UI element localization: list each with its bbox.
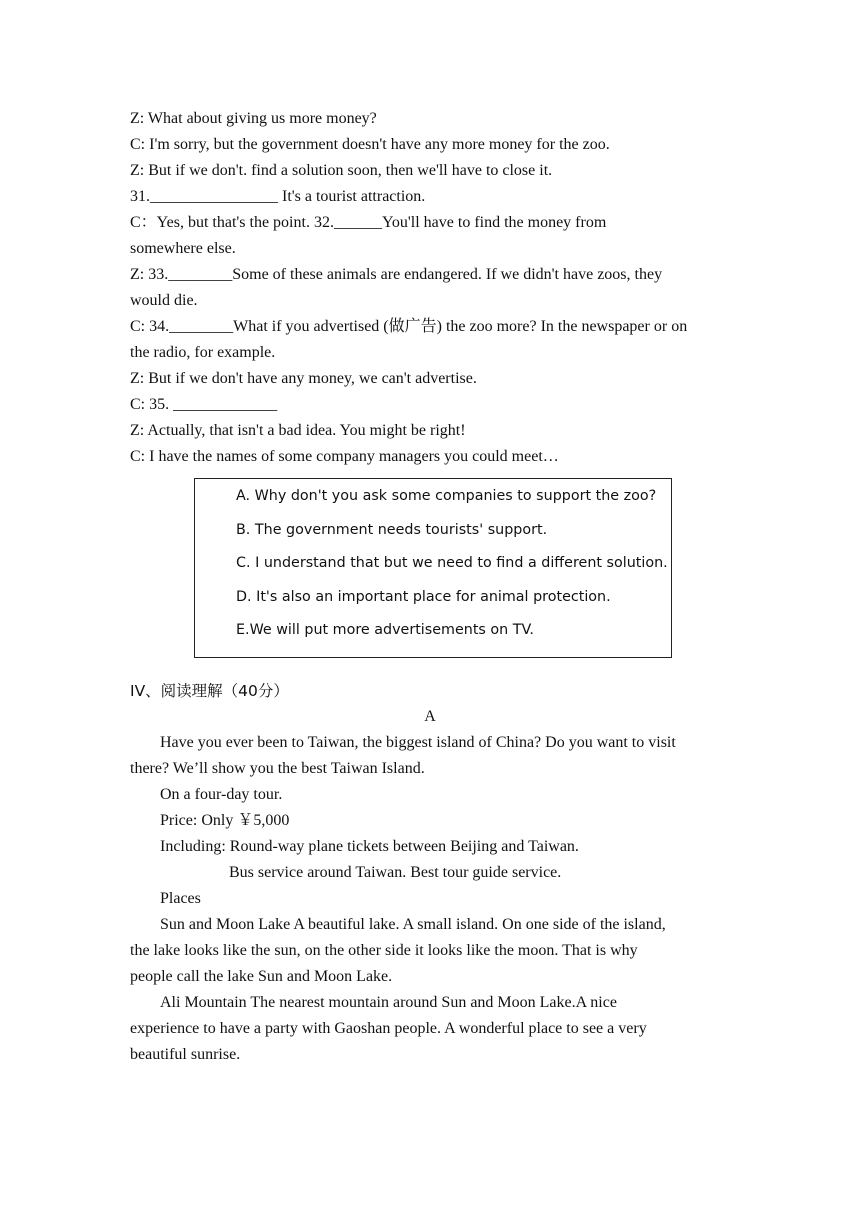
passage-line: Have you ever been to Taiwan, the biggest island of China? Do you want to visit	[160, 734, 676, 751]
dialogue-line: somewhere else.	[130, 240, 236, 257]
dialogue-line: C: 34.________What if you advertised (做广告) the zoo more? In the newspaper or on	[130, 318, 688, 335]
section-title: IV、阅读理解（40分）	[130, 682, 289, 700]
option-b: B. The government needs tourists' support.	[236, 522, 548, 538]
option-d: D. It's also an important place for animal protection.	[236, 589, 611, 605]
passage-line: people call the lake Sun and Moon Lake.	[130, 968, 393, 985]
dialogue-line: C: I have the names of some company managers you could meet…	[130, 448, 559, 465]
passage-line: beautiful sunrise.	[130, 1046, 241, 1063]
dialogue-line: would die.	[130, 292, 198, 309]
passage-line: there? We’ll show you the best Taiwan Island.	[130, 760, 425, 777]
passage-line: Sun and Moon Lake A beautiful lake. A small island. On one side of the island,	[160, 916, 666, 933]
passage-line: the lake looks like the sun, on the other side it looks like the moon. That is why	[130, 942, 638, 959]
options-box	[194, 478, 672, 658]
passage-line: Ali Mountain The nearest mountain around Sun and Moon Lake.A nice	[160, 994, 617, 1011]
option-a: A. Why don't you ask some companies to support the zoo?	[236, 488, 657, 504]
option-c: C. I understand that but we need to find a different solution.	[236, 555, 668, 571]
passage-line: Bus service around Taiwan. Best tour guide service.	[229, 864, 562, 881]
dialogue-line: C：Yes, but that's the point. 32.______You'll have to find the money from	[130, 214, 607, 231]
passage-line: Price: Only ￥5,000	[160, 812, 290, 829]
dialogue-line: Z: But if we don't. find a solution soon, then we'll have to close it.	[130, 162, 553, 179]
dialogue-line: the radio, for example.	[130, 344, 276, 361]
passage-label: A	[424, 708, 436, 725]
dialogue-line: Z: What about giving us more money?	[130, 110, 377, 127]
dialogue-line: C: 35. _____________	[130, 396, 278, 413]
dialogue-line: 31.________________ It's a tourist attraction.	[130, 188, 426, 205]
passage-line: Including: Round-way plane tickets between Beijing and Taiwan.	[160, 838, 579, 855]
passage-line: Places	[160, 890, 201, 907]
dialogue-line: Z: Actually, that isn't a bad idea. You might be right!	[130, 422, 466, 439]
option-e: E.We will put more advertisements on TV.	[236, 622, 534, 638]
dialogue-line: Z: 33.________Some of these animals are endangered. If we didn't have zoos, they	[130, 266, 663, 283]
dialogue-line: C: I'm sorry, but the government doesn't have any more money for the zoo.	[130, 136, 610, 153]
dialogue-line: Z: But if we don't have any money, we can't advertise.	[130, 370, 477, 387]
passage-line: experience to have a party with Gaoshan people. A wonderful place to see a very	[130, 1020, 647, 1037]
passage-line: On a four-day tour.	[160, 786, 283, 803]
